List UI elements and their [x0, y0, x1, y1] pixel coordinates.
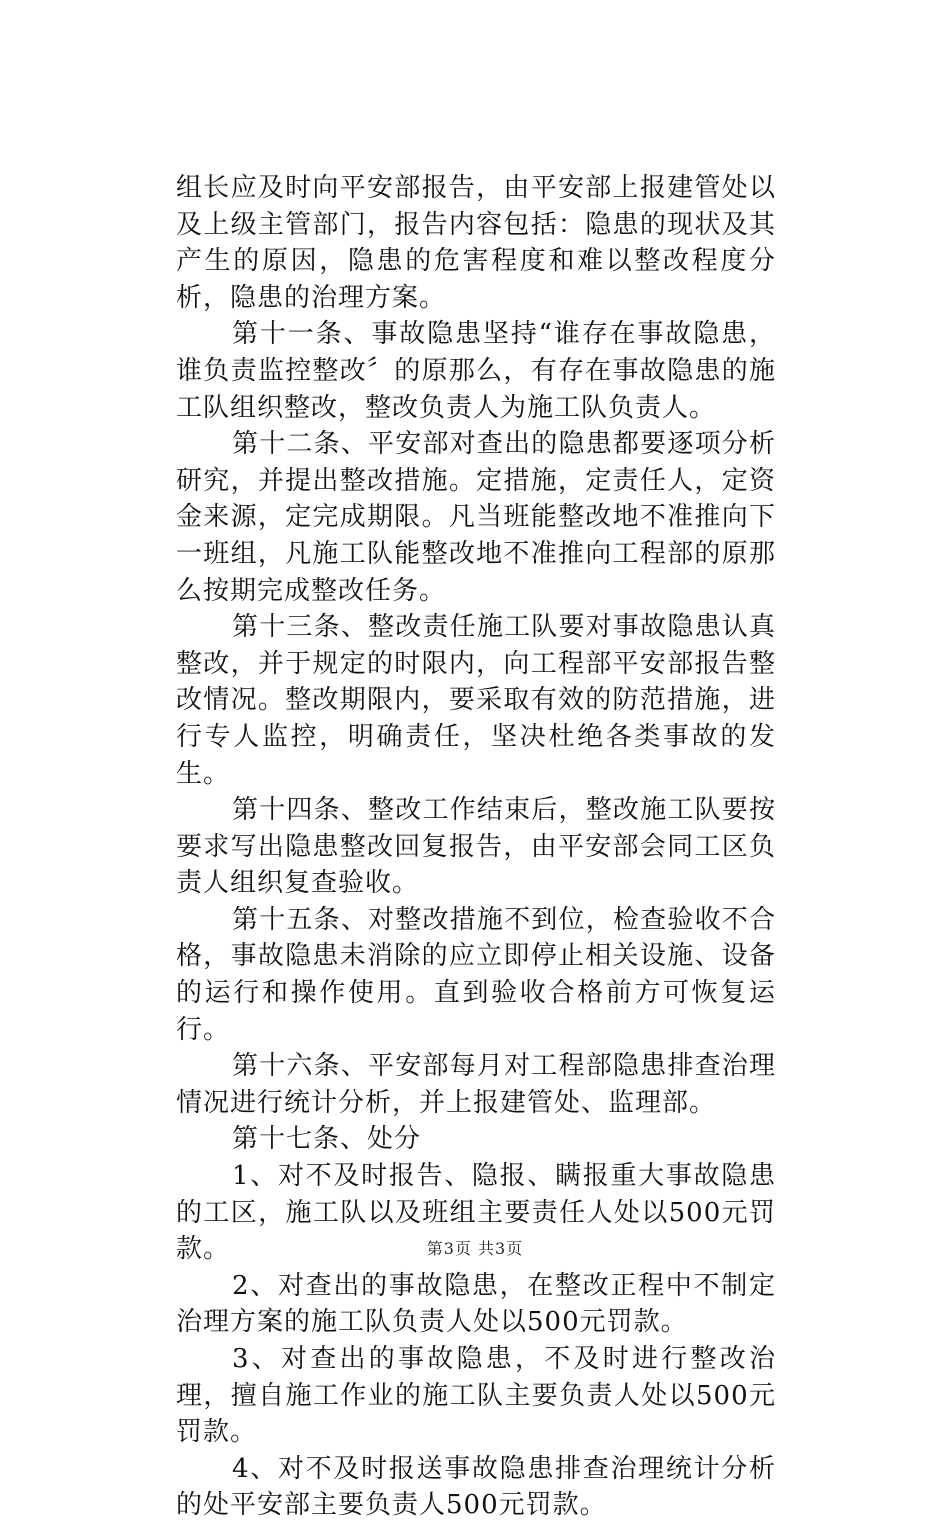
- paragraph-continuation: 组长应及时向平安部报告，由平安部上报建管处以及上级主管部门，报告内容包括：隐患的现状及其产生的原因，隐患的危害程度和难以整改程度分析，隐患的治理方案。: [176, 173, 776, 313]
- paragraph-article-15: 第十五条、对整改措施不到位，检查验收不合格，事故隐患未消除的应立即停止相关设施、设备的运行和操作使用。直到验收合格前方可恢复运行。: [176, 904, 776, 1045]
- document-body: [176, 170, 776, 1524]
- paragraph-article-14: 第十四条、整改工作结束后，整改施工队要按要求写出隐患整改回复报告，由平安部会同工区负责人组织复查验收。: [176, 795, 776, 899]
- penalty-item-3: 3、对查出的事故隐患，不及时进行整改治理，擅自施工作业的施工队主要负责人处以500元罚款。: [176, 1344, 776, 1448]
- paragraph-article-11: 第十一条、事故隐患坚持“谁存在事故隐患，谁负责监控整改〞的原那么，有存在事故隐患的施工队组织整改，整改负责人为施工队负责人。: [176, 319, 776, 423]
- paragraph-article-13: 第十三条、整改责任施工队要对事故隐患认真整改，并于规定的时限内，向工程部平安部报告整改情况。整改期限内，要采取有效的防范措施，进行专人监控，明确责任，坚决杜绝各类事故的发生。: [176, 612, 776, 789]
- penalty-item-1: 1、对不及时报告、隐报、瞒报重大事故隐患的工区，施工队以及班组主要责任人处以500元罚款。: [176, 1161, 776, 1265]
- penalty-item-2: 2、对查出的事故隐患，在整改正程中不制定治理方案的施工队负责人处以500元罚款。: [176, 1270, 776, 1338]
- page-footer: [0, 1236, 950, 1259]
- paragraph-article-16: 第十六条、平安部每月对工程部隐患排查治理情况进行统计分析，并上报建管处、监理部。: [176, 1051, 776, 1118]
- penalty-item-4: 4、对不及时报送事故隐患排查治理统计分析的处平安部主要负责人500元罚款。: [176, 1453, 776, 1521]
- page-number-label: 第3页 共3页: [426, 1239, 524, 1258]
- paragraph-article-17-heading: 第十七条、处分: [232, 1124, 422, 1155]
- paragraph-article-12: 第十二条、平安部对查出的隐患都要逐项分析研究，并提出整改措施。定措施，定责任人，定资金来源，定完成期限。凡当班能整改地不准推向下一班组，凡施工队能整改地不准推向工程部的原那么按期完成整改任务。: [176, 429, 776, 606]
